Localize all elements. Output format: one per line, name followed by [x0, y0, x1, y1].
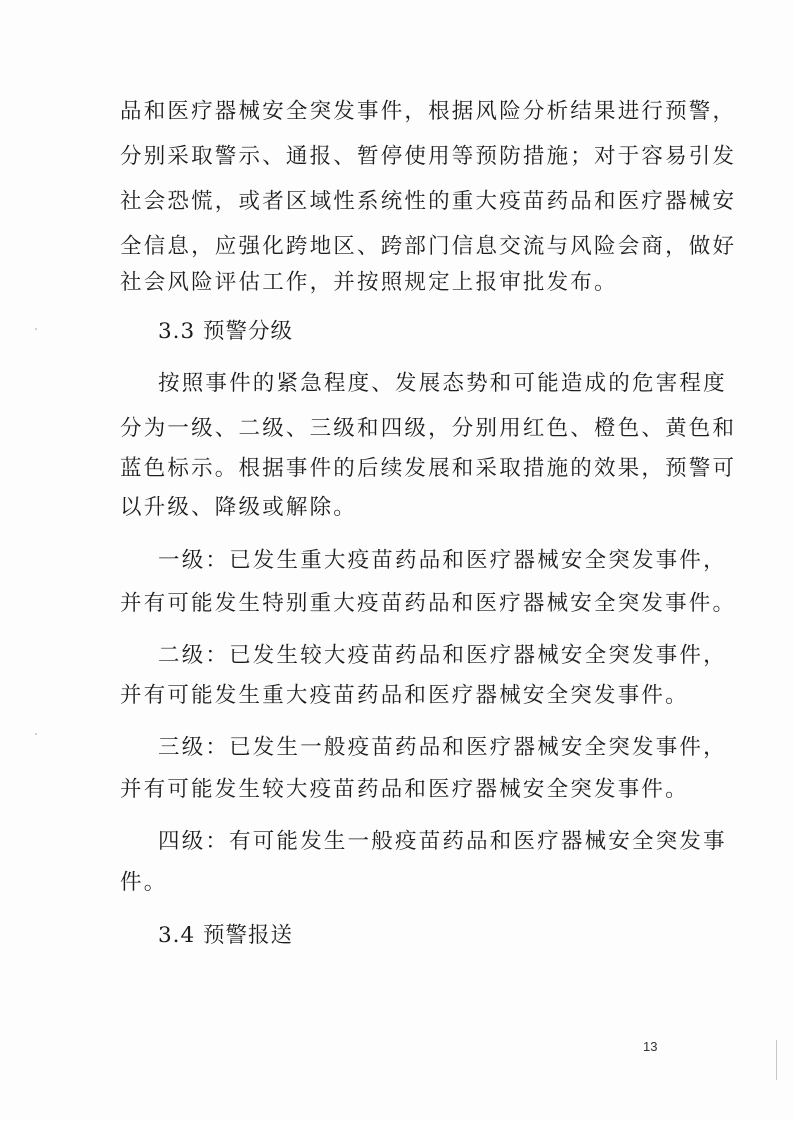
section-heading-3-4: 3.4 预警报送	[158, 923, 294, 948]
level-4-text: 件。	[120, 870, 168, 895]
body-text-line: 以升级、降级或解除。	[120, 495, 358, 520]
body-text-line: 蓝色标示。根据事件的后续发展和采取措施的效果，预警可	[120, 456, 737, 481]
level-2-text: 并有可能发生重大疫苗药品和医疗器械安全突发事件。	[120, 683, 689, 708]
level-1-text: 一级：已发生重大疫苗药品和医疗器械安全突发事件，	[158, 548, 727, 573]
body-text-line: 按照事件的紧急程度、发展态势和可能造成的危害程度	[158, 371, 727, 396]
level-2-text: 二级：已发生较大疫苗药品和医疗器械安全突发事件，	[158, 643, 727, 668]
level-3-text: 并有可能发生较大疫苗药品和医疗器械安全突发事件。	[120, 777, 689, 802]
page-number: 13	[643, 1039, 658, 1054]
body-text-line: 分为一级、二级、三级和四级，分别用红色、橙色、黄色和	[120, 416, 737, 441]
level-1-text: 并有可能发生特别重大疫苗药品和医疗器械安全突发事件。	[120, 591, 737, 616]
scan-edge-mark	[776, 1040, 777, 1080]
level-4-text: 四级：有可能发生一般疫苗药品和医疗器械安全突发事	[158, 829, 727, 854]
body-text-line: 社会恐慌，或者区域性系统性的重大疫苗药品和医疗器械安	[120, 189, 737, 214]
body-text-line: 全信息，应强化跨地区、跨部门信息交流与风险会商，做好	[120, 234, 737, 259]
scan-speck	[35, 733, 37, 735]
scan-speck	[35, 328, 37, 330]
body-text-line: 社会风险评估工作，并按照规定上报审批发布。	[120, 270, 618, 295]
level-3-text: 三级：已发生一般疫苗药品和医疗器械安全突发事件，	[158, 735, 727, 760]
body-text-line: 分别采取警示、通报、暂停使用等预防措施；对于容易引发	[120, 144, 737, 169]
body-text-line: 品和医疗器械安全突发事件，根据风险分析结果进行预警，	[120, 99, 737, 124]
section-heading-3-3: 3.3 预警分级	[158, 319, 294, 344]
